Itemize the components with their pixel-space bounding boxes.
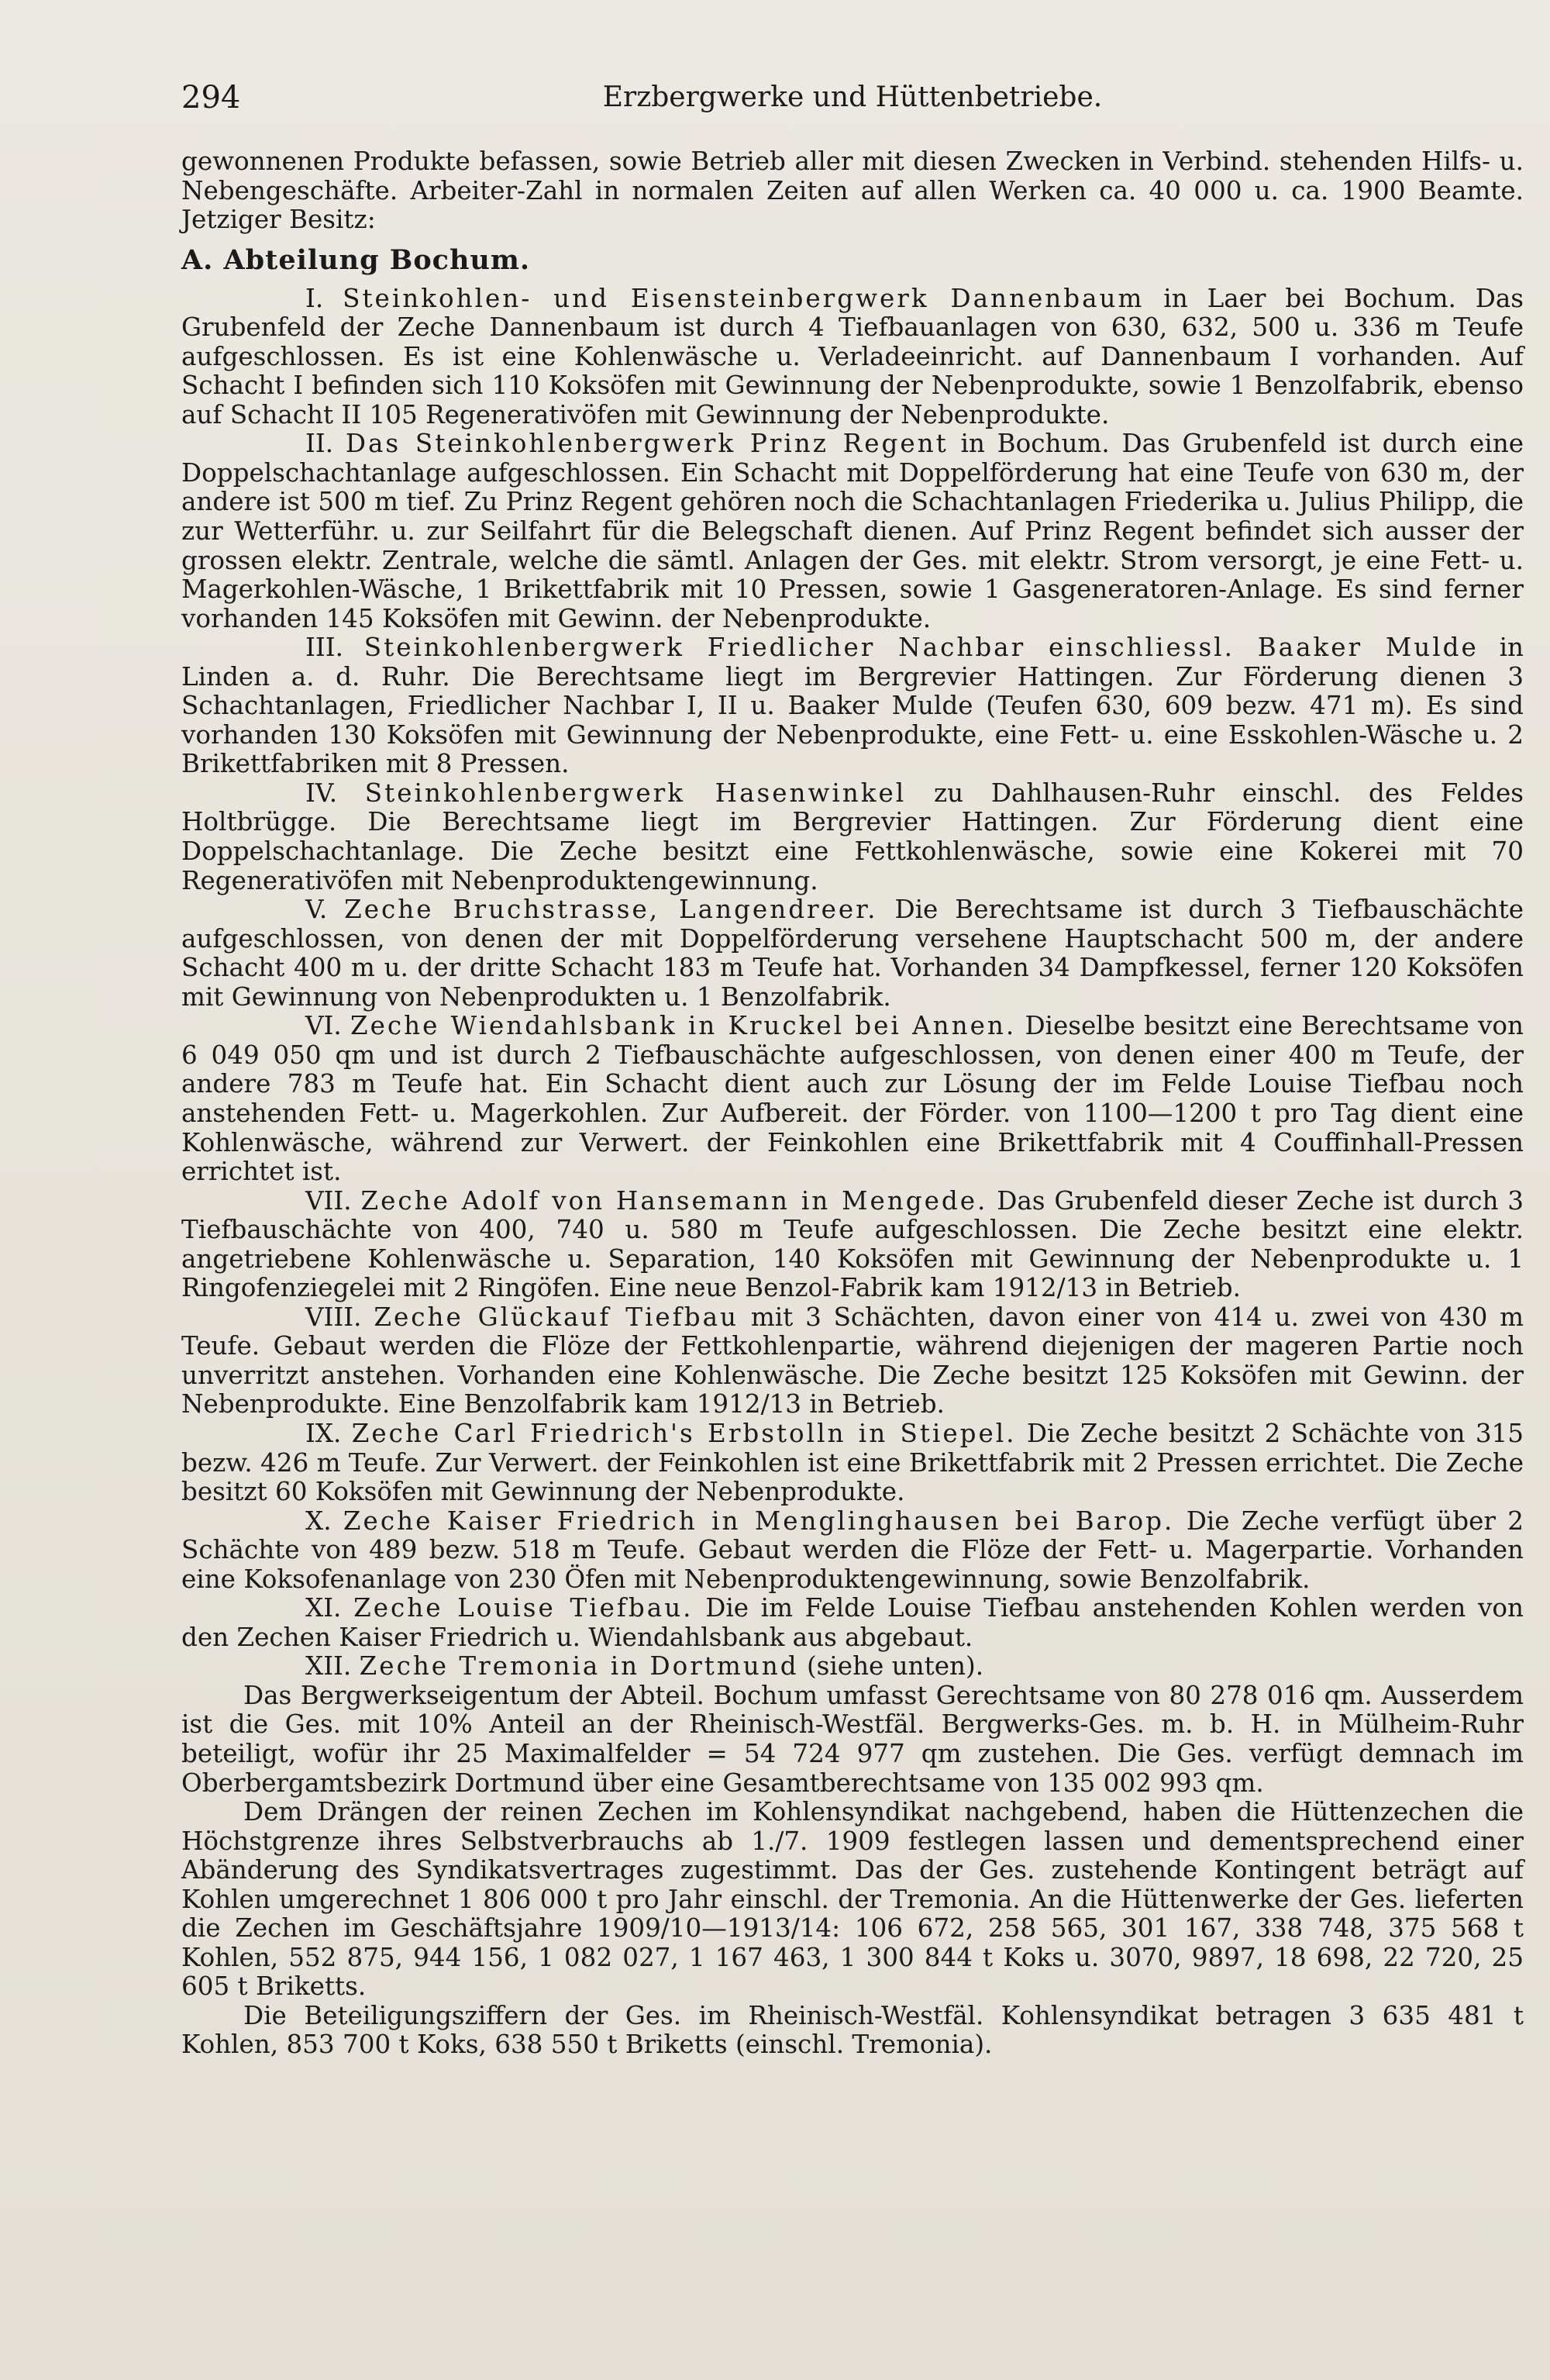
entry-paragraph bbox=[181, 779, 1524, 895]
entry-name: Zeche Kaiser Friedrich in Menglinghausen bei Barop. bbox=[343, 1506, 1175, 1536]
entry-number: I. bbox=[305, 283, 324, 313]
entry-name: Zeche Carl Friedrich's Erbstolln in Stiepel. bbox=[351, 1418, 1017, 1448]
section-heading: A. Abteilung Bochum. bbox=[181, 243, 531, 276]
entry-paragraph bbox=[181, 429, 1524, 633]
entry-paragraph bbox=[181, 895, 1524, 1012]
entry-name: Das Steinkohlenbergwerk Prinz Regent bbox=[345, 429, 949, 459]
entry-text: in Bochum. Das Grubenfeld ist durch eine Doppelschachtanlage aufgeschlossen. Ein Schacht mit Doppelförderung hat eine Teufe von 630 m, der andere ist 500 m tief. Zu Prinz Regent gehören noch die Schachtanlagen Friederika u. Julius Philipp, die zur Wetterführ. u. zur Seilfahrt für die Belegschaft dienen. Auf Prinz Regent befindet sich ausser der grossen elektr. Zentrale, welche die sämtl. Anlagen der Ges. mit elektr. Strom versorgt, je eine Fett- u. Magerkohlen-Wäsche, 1 Brikettfabrik mit 10 Pressen, sowie 1 Gasgeneratoren-Anlage. Es sind ferner vorhanden 145 Koksöfen mit Gewinn. der Nebenprodukte. bbox=[181, 429, 1524, 633]
closing-paragraph: Die Beteiligungsziffern der Ges. im Rheinisch-Westfäl. Kohlensyndikat betragen 3 635 481 t Kohlen, 853 700 t Koks, 638 550 t Briketts (einschl. Tremonia). bbox=[181, 2000, 1524, 2060]
entry-name: Steinkohlenbergwerk Friedlicher Nachbar einschliessl. Baaker Mulde bbox=[363, 633, 1479, 663]
entry-text: Das Grubenfeld dieser Zeche ist durch 3 Tiefbauschächte von 400, 740 u. 580 m Teufe aufgeschlossen. Die Zeche besitzt eine elektr. angetriebene Kohlenwäsche u. Separation, 140 Koksöfen mit Gewinnung der Nebenprodukte u. 1 Ringofenziegelei mit 2 Ringöfen. Eine neue Benzol-Fabrik kam 1912/13 in Betrieb. bbox=[181, 1185, 1524, 1303]
entry-paragraph bbox=[181, 1507, 1524, 1595]
entry-number: XII. bbox=[305, 1651, 352, 1682]
intro-paragraph: gewonnenen Produkte befassen, sowie Betrieb aller mit diesen Zwecken in Verbind. stehenden Hilfs- u. Nebengeschäfte. Arbeiter-Zahl in normalen Zeiten auf allen Werken ca. 40 000 u. ca. 1900 Beamte. Jetziger Besitz: bbox=[181, 147, 1524, 235]
page-header bbox=[181, 74, 1524, 121]
entry-number: VI. bbox=[305, 1011, 342, 1041]
entry-number: III. bbox=[305, 633, 343, 663]
entry-number: V. bbox=[305, 895, 328, 925]
entry-number: IX. bbox=[305, 1418, 342, 1448]
entry-name: Zeche Wiendahlsbank in Kruckel bei Annen. bbox=[350, 1011, 1017, 1041]
entry-name: Steinkohlenbergwerk Hasenwinkel bbox=[364, 778, 907, 808]
closing-paragraph: Das Bergwerkseigentum der Abteil. Bochum umfasst Gerechtsame von 80 278 016 qm. Ausserdem ist die Ges. mit 10% Anteil an der Rheinisch-Westfäl. Bergwerks-Ges. m. b. H. in Mülheim-Ruhr beteiligt, wofür ihr 25 Maximalfelder = 54 724 977 qm zustehen. Die Ges. verfügt demnach im Oberbergamtsbezirk Dortmund über eine Gesamtberechtsame von 135 002 993 qm. bbox=[181, 1680, 1524, 1798]
entry-text: mit 3 Schächten, davon einer von 414 u. zwei von 430 m Teufe. Gebaut werden die Flöze der Fettkohlenpartie, während diejenigen der mageren Partie noch unverritzt anstehen. Vorhanden eine Kohlenwäsche. Die Zeche besitzt 125 Koksöfen mit Gewinn. der Nebenprodukte. Eine Benzolfabrik kam 1912/13 in Betrieb. bbox=[181, 1302, 1524, 1419]
entry-text: Die Zeche besitzt 2 Schächte von 315 bezw. 426 m Teufe. Zur Verwert. der Feinkohlen ist eine Brikettfabrik mit 2 Pressen errichtet. Die Zeche besitzt 60 Koksöfen mit Gewinnung der Nebenprodukte. bbox=[181, 1418, 1524, 1507]
entry-number: II. bbox=[305, 429, 334, 459]
entry-name: Zeche Tremonia in Dortmund bbox=[359, 1651, 799, 1682]
entry-text: Die Berechtsame ist durch 3 Tiefbauschächte aufgeschlossen, von denen der mit Doppelförderung versehene Hauptschacht 500 m, der andere Schacht 400 m u. der dritte Schacht 183 m Teufe hat. Vorhanden 34 Dampfkessel, ferner 120 Koksöfen mit Gewinnung von Nebenprodukten u. 1 Benzolfabrik. bbox=[181, 895, 1524, 1012]
document-body bbox=[181, 147, 1524, 2060]
entry-paragraph bbox=[181, 1303, 1524, 1419]
entry-name: Zeche Glückauf Tiefbau bbox=[374, 1302, 739, 1332]
entry-name: Steinkohlen- und Eisensteinbergwerk Dannenbaum bbox=[343, 283, 1145, 313]
entry-text: in Laer bei Bochum. Das Grubenfeld der Zeche Dannenbaum ist durch 4 Tiefbauanlagen von 630, 632, 500 u. 336 m Teufe aufgeschlossen. Es ist eine Kohlenwäsche u. Verladeeinricht. auf Dannenbaum I vorhanden. Auf Schacht I befinden sich 110 Koksöfen mit Gewinnung der Nebenprodukte, sowie 1 Benzolfabrik, ebenso auf Schacht II 105 Regenerativöfen mit Gewinnung der Nebenprodukte. bbox=[181, 283, 1524, 429]
entry-number: VIII. bbox=[305, 1302, 362, 1332]
entry-name: Zeche Louise Tiefbau. bbox=[353, 1593, 694, 1623]
entry-name: Zeche Adolf von Hansemann in Mengede. bbox=[360, 1185, 988, 1216]
entry-name: Zeche Bruchstrasse, Langendreer. bbox=[344, 895, 878, 925]
entry-number: X. bbox=[305, 1506, 332, 1536]
entry-paragraph bbox=[181, 1187, 1524, 1303]
entry-paragraph bbox=[181, 633, 1524, 779]
entry-text: (siehe unten). bbox=[806, 1651, 984, 1682]
closing-paragraph: Dem Drängen der reinen Zechen im Kohlensyndikat nachgebend, haben die Hüttenzechen die Höchstgrenze ihres Selbstverbrauchs ab 1./7. 1909 festlegen lassen und dementsprechend einer Abänderung des Syndikatsvertrages zugestimmt. Das der Ges. zustehende Kontingent beträgt auf Kohlen umgerechnet 1 806 000 t pro Jahr einschl. der Tremonia. An die Hüttenwerke der Ges. lieferten die Zechen im Geschäftsjahre 1909/10—1913/14: 106 672, 258 565, 301 167, 338 748, 375 568 t Kohlen, 552 875, 944 156, 1 082 027, 1 167 463, 1 300 844 t Koks u. 3070, 9897, 18 698, 22 720, 25 605 t Briketts. bbox=[181, 1797, 1524, 2002]
entry-paragraph bbox=[181, 285, 1524, 430]
entry-number: VII. bbox=[305, 1185, 352, 1216]
entry-paragraph bbox=[181, 1652, 1524, 1682]
entry-text: Die Zeche verfügt über 2 Schächte von 489 bezw. 518 m Teufe. Gebaut werden die Flöze der Fett- u. Magerpartie. Vorhanden eine Koksofenanlage von 230 Öfen mit Nebenproduktengewinnung, sowie Benzolfabrik. bbox=[181, 1506, 1524, 1594]
entry-text: in Linden a. d. Ruhr. Die Berechtsame liegt im Bergrevier Hattingen. Zur Förderung dienen 3 Schachtanlagen, Friedlicher Nachbar I, II u. Baaker Mulde (Teufen 630, 609 bezw. 471 m). Es sind vorhanden 130 Koksöfen mit Gewinnung der Nebenprodukte, eine Fett- u. eine Esskohlen-Wäsche u. 2 Brikettfabriken mit 8 Pressen. bbox=[181, 633, 1524, 779]
entry-paragraph bbox=[181, 1594, 1524, 1652]
entry-text: zu Dahlhausen-Ruhr einschl. des Feldes Holtbrügge. Die Berechtsame liegt im Bergrevier Hattingen. Zur Förderung dient eine Doppelschachtanlage. Die Zeche besitzt eine Fettkohlenwäsche, sowie eine Kokerei mit 70 Regenerativöfen mit Nebenproduktengewinnung. bbox=[181, 778, 1524, 895]
page-number: 294 bbox=[181, 80, 241, 116]
entry-paragraph bbox=[181, 1012, 1524, 1186]
entry-paragraph bbox=[181, 1419, 1524, 1507]
entry-number: IV. bbox=[305, 778, 338, 808]
entry-text: Dieselbe besitzt eine Berechtsame von 6 049 050 qm und ist durch 2 Tiefbauschächte aufgeschlossen, von denen einer 400 m Teufe, der andere 783 m Teufe hat. Ein Schacht dient auch zur Lösung der im Felde Louise Tiefbau noch anstehenden Fett- u. Magerkohlen. Zur Aufbereit. der Förder. von 1100—1200 t pro Tag dient eine Kohlenwäsche, während zur Verwert. der Feinkohlen eine Brikettfabrik mit 4 Couffinhall-Pressen errichtet ist. bbox=[181, 1011, 1524, 1187]
entry-text: Die im Felde Louise Tiefbau anstehenden Kohlen werden von den Zechen Kaiser Friedrich u. Wiendahlsbank aus abgebaut. bbox=[181, 1593, 1524, 1652]
entry-number: XI. bbox=[305, 1593, 342, 1623]
running-title: Erzbergwerke und Hüttenbetriebe. bbox=[602, 81, 1103, 113]
